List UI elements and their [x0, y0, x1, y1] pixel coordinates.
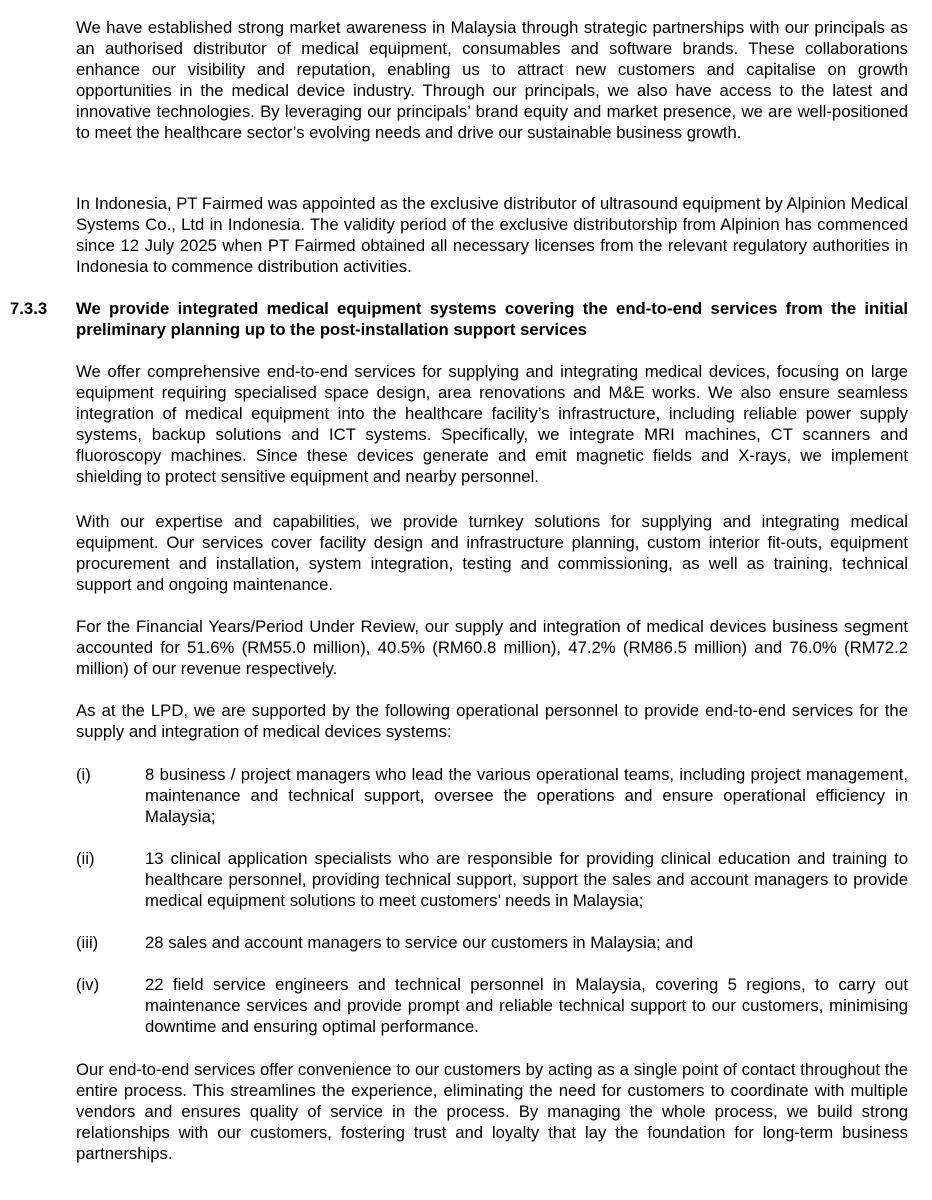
- section-paragraph-1: We offer comprehensive end-to-end services for supplying and integrating medical devices, focusing on large equipment requiring specialised space design, area renovations and M&E works. We also ensure seamless integration of medical equipment into the healthcare facility’s infrastructure, including reliable power supply systems, backup solutions and ICT systems. Specifically, we integrate MRI machines, CT scanners and fluoroscopy machines. Since these devices generate and emit magnetic fields and X-rays, we implement shielding to protect sensitive equipment and nearby personnel.: [76, 362, 908, 486]
- list-item-text: 13 clinical application specialists who are responsible for providing clinical education and training to healthcare personnel, providing technical support, support the sales and account managers to provide medical equipment solutions to meet customers’ needs in Malaysia;: [145, 849, 908, 910]
- list-item-number: (iv): [76, 975, 100, 994]
- list-item-number: (i): [76, 765, 91, 784]
- section-number: 7.3.3: [10, 299, 48, 318]
- section-paragraph-3: For the Financial Years/Period Under Review, our supply and integration of medical devices business segment accounted for 51.6% (RM55.0 million), 40.5% (RM60.8 million), 47.2% (RM86.5 million) and 76.0% (RM72.2 million) of our revenue respectively.: [76, 617, 908, 678]
- section-paragraph-4: As at the LPD, we are supported by the following operational personnel to provide end-to-end services for the supply and integration of medical devices systems:: [76, 701, 908, 741]
- intro-paragraph-2: In Indonesia, PT Fairmed was appointed as the exclusive distributor of ultrasound equipment by Alpinion Medical Systems Co., Ltd in Indonesia. The validity period of the exclusive distributorship from Alpinion has commenced since 12 July 2025 when PT Fairmed obtained all necessary licenses from the relevant regulatory authorities in Indonesia to commence distribution activities.: [76, 194, 908, 276]
- list-item-number: (ii): [76, 849, 95, 868]
- section-title: We provide integrated medical equipment systems covering the end-to-end services from the initial preliminary planning up to the post-installation support services: [76, 299, 908, 339]
- list-item-text: 22 field service engineers and technical personnel in Malaysia, covering 5 regions, to carry out maintenance services and provide prompt and reliable technical support to our customers, minimising downtime and ensuring optimal performance.: [145, 975, 908, 1036]
- list-item-text: 28 sales and account managers to service our customers in Malaysia; and: [145, 933, 694, 952]
- list-item-number: (iii): [76, 933, 99, 952]
- section-paragraph-2: With our expertise and capabilities, we provide turnkey solutions for supplying and integrating medical equipment. Our services cover facility design and infrastructure planning, custom interior fit-outs, equipment procurement and installation, system integration, testing and commissioning, as well as training, technical support and ongoing maintenance.: [76, 512, 908, 594]
- closing-paragraph: Our end-to-end services offer convenience to our customers by acting as a single point of contact throughout the entire process. This streamlines the experience, eliminating the need for customers to coordinate with multiple vendors and ensures quality of service in the process. By managing the whole process, we build strong relationships with our customers, fostering trust and loyalty that lay the foundation for long-term business partnerships.: [76, 1060, 908, 1163]
- intro-paragraph-1: We have established strong market awareness in Malaysia through strategic partnerships with our principals as an authorised distributor of medical equipment, consumables and software brands. These collaborations enhance our visibility and reputation, enabling us to attract new customers and capitalise on growth opportunities in the medical device industry. Through our principals, we also have access to the latest and innovative technologies. By leveraging our principals’ brand equity and market presence, we are well-positioned to meet the healthcare sector’s evolving needs and drive our sustainable business growth.: [76, 18, 908, 142]
- list-item-text: 8 business / project managers who lead the various operational teams, including project management, maintenance and technical support, oversee the operations and ensure operational efficiency in Malaysia;: [145, 765, 908, 826]
